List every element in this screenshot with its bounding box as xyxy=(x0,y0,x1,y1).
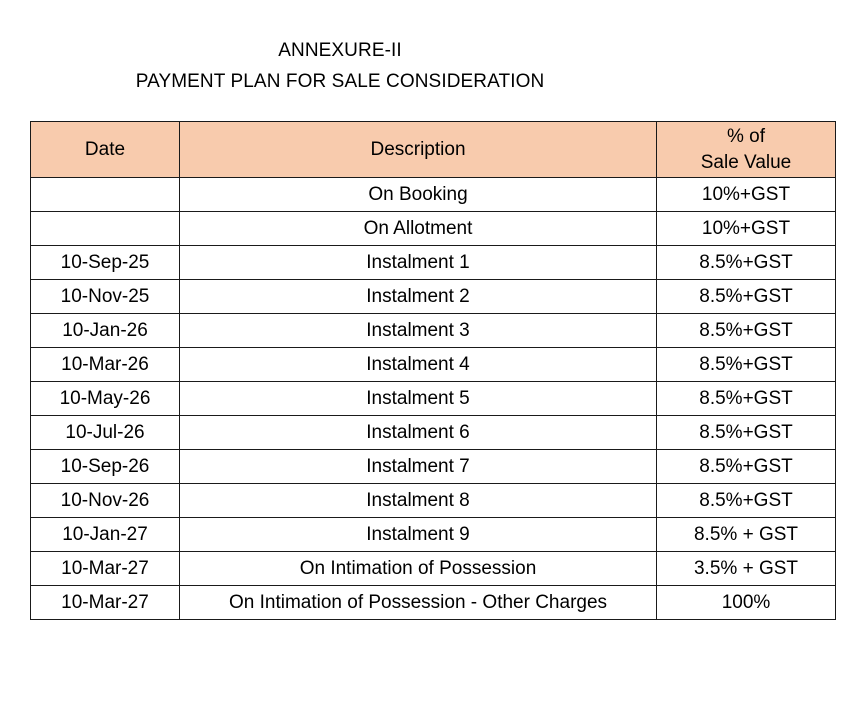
payment-plan-table xyxy=(30,121,836,620)
cell-date: 10-May-26 xyxy=(31,382,180,416)
cell-percent: 8.5% + GST xyxy=(657,518,836,552)
cell-date xyxy=(31,212,180,246)
table-header-row xyxy=(31,122,836,178)
cell-description: Instalment 6 xyxy=(180,416,657,450)
cell-percent: 100% xyxy=(657,586,836,620)
table-row xyxy=(31,246,836,280)
cell-description: Instalment 1 xyxy=(180,246,657,280)
cell-description: Instalment 4 xyxy=(180,348,657,382)
table-row xyxy=(31,450,836,484)
table-row xyxy=(31,178,836,212)
table-row xyxy=(31,484,836,518)
cell-description: Instalment 9 xyxy=(180,518,657,552)
table-row xyxy=(31,212,836,246)
cell-date: 10-Sep-25 xyxy=(31,246,180,280)
cell-description: Instalment 5 xyxy=(180,382,657,416)
cell-description: Instalment 2 xyxy=(180,280,657,314)
cell-date: 10-Jan-26 xyxy=(31,314,180,348)
cell-date: 10-Mar-27 xyxy=(31,552,180,586)
table-row xyxy=(31,586,836,620)
cell-percent: 8.5%+GST xyxy=(657,314,836,348)
cell-percent: 8.5%+GST xyxy=(657,246,836,280)
cell-percent: 3.5% + GST xyxy=(657,552,836,586)
cell-description: On Booking xyxy=(180,178,657,212)
cell-percent: 10%+GST xyxy=(657,178,836,212)
header-description: Description xyxy=(180,122,657,178)
cell-date: 10-Sep-26 xyxy=(31,450,180,484)
header-percent-line1: % of xyxy=(726,125,766,147)
cell-percent: 8.5%+GST xyxy=(657,484,836,518)
header-percent-of-sale-value xyxy=(657,122,836,178)
cell-percent: 8.5%+GST xyxy=(657,416,836,450)
table-row xyxy=(31,552,836,586)
payment-plan-title: PAYMENT PLAN FOR SALE CONSIDERATION xyxy=(135,71,545,92)
cell-date: 10-Nov-25 xyxy=(31,280,180,314)
cell-date: 10-Mar-26 xyxy=(31,348,180,382)
cell-description: Instalment 8 xyxy=(180,484,657,518)
cell-percent: 8.5%+GST xyxy=(657,382,836,416)
cell-date: 10-Mar-27 xyxy=(31,586,180,620)
cell-date xyxy=(31,178,180,212)
annexure-title: ANNEXURE-II xyxy=(278,40,402,61)
table-row xyxy=(31,518,836,552)
cell-description: On Allotment xyxy=(180,212,657,246)
cell-date: 10-Jan-27 xyxy=(31,518,180,552)
cell-description: On Intimation of Possession - Other Charges xyxy=(180,586,657,620)
table-row xyxy=(31,280,836,314)
cell-description: Instalment 3 xyxy=(180,314,657,348)
cell-description: Instalment 7 xyxy=(180,450,657,484)
cell-percent: 8.5%+GST xyxy=(657,280,836,314)
table-row xyxy=(31,314,836,348)
cell-date: 10-Jul-26 xyxy=(31,416,180,450)
table-row xyxy=(31,382,836,416)
header-percent-line2: Sale Value xyxy=(700,151,792,173)
header-date: Date xyxy=(31,122,180,178)
cell-percent: 8.5%+GST xyxy=(657,450,836,484)
cell-percent: 8.5%+GST xyxy=(657,348,836,382)
cell-percent: 10%+GST xyxy=(657,212,836,246)
cell-description: On Intimation of Possession xyxy=(180,552,657,586)
table-row xyxy=(31,348,836,382)
table-row xyxy=(31,416,836,450)
cell-date: 10-Nov-26 xyxy=(31,484,180,518)
